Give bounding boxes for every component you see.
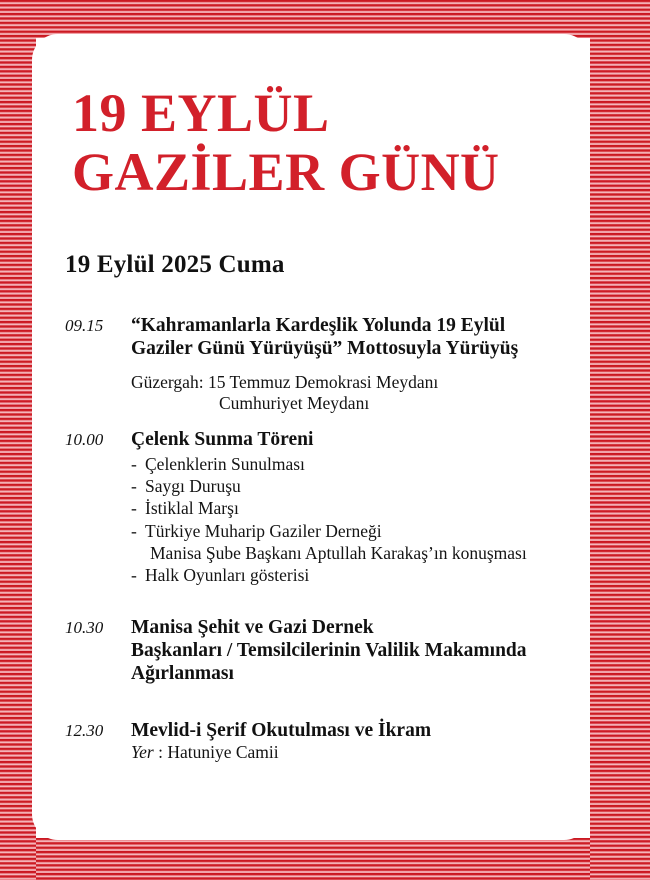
bullet-dash-icon: - bbox=[131, 498, 137, 519]
bullet-dash-icon: - bbox=[131, 520, 137, 541]
entry-time: 12.30 bbox=[65, 721, 104, 741]
striped-border-bottom bbox=[0, 838, 650, 880]
striped-border-left bbox=[0, 0, 36, 880]
list-item bbox=[131, 475, 585, 497]
bullet-dash-icon: - bbox=[131, 476, 137, 497]
entry-headline: Mevlid-i Şerif Okutulması ve İkram bbox=[131, 720, 432, 742]
entry-headline-line-1: “Kahramanlarla Kardeşlik Yolunda 19 Eylül bbox=[131, 315, 506, 336]
schedule-entry-1230 bbox=[65, 719, 585, 763]
schedule-entry-1000 bbox=[65, 428, 585, 586]
list-item-label: Halk Oyunları gösterisi bbox=[145, 565, 310, 586]
poster-title bbox=[72, 83, 572, 203]
entry-time: 10.30 bbox=[65, 618, 104, 638]
striped-border-right bbox=[590, 0, 650, 880]
entry-headline: Çelenk Sunma Töreni bbox=[131, 429, 314, 450]
venue-value: Hatuniye Camii bbox=[167, 742, 279, 763]
bullet-dash-icon: - bbox=[131, 565, 137, 586]
entry-route-line-1: Güzergah: 15 Temmuz Demokrasi Meydanı bbox=[131, 372, 439, 392]
title-line-1: 19 EYLÜL bbox=[72, 83, 330, 143]
schedule-list bbox=[65, 314, 585, 763]
list-item-label-line-1: Türkiye Muharip Gaziler Derneği bbox=[145, 520, 382, 541]
entry-bullet-list bbox=[131, 453, 585, 586]
list-item-label-line-2: Manisa Şube Başkanı Aptullah Karakaş’ın konuşması bbox=[150, 542, 527, 563]
list-item-label: Çelenklerin Sunulması bbox=[145, 454, 305, 474]
striped-border-top bbox=[0, 0, 650, 38]
list-item bbox=[131, 564, 585, 586]
list-item-label: Saygı Duruşu bbox=[145, 476, 241, 497]
venue-label: Yer bbox=[131, 742, 154, 763]
entry-time: 09.15 bbox=[65, 316, 104, 335]
entry-time: 10.00 bbox=[65, 430, 104, 449]
list-item bbox=[131, 497, 585, 519]
entry-headline-line-2: Gaziler Günü Yürüyüşü” Mottosuyla Yürüyüş bbox=[131, 338, 519, 359]
list-item-label bbox=[145, 520, 585, 564]
entry-headline-line-1: Manisa Şehit ve Gazi Dernek bbox=[131, 617, 374, 639]
entry-venue bbox=[131, 742, 585, 763]
list-item bbox=[131, 453, 585, 475]
title-line-2: GAZİLER GÜNÜ bbox=[72, 142, 500, 203]
schedule-entry-0915 bbox=[65, 314, 585, 414]
bullet-dash-icon: - bbox=[131, 454, 137, 474]
entry-headline-line-3: Ağırlanması bbox=[131, 663, 234, 685]
event-date: 19 Eylül 2025 Cuma bbox=[65, 251, 285, 278]
schedule-entry-1030 bbox=[65, 616, 585, 685]
list-item bbox=[131, 520, 585, 564]
entry-headline-line-2: Başkanları / Temsilcilerinin Valilik Makamında bbox=[131, 640, 527, 662]
venue-separator: : bbox=[153, 742, 168, 763]
content-panel bbox=[32, 34, 590, 840]
entry-route-line-2: Cumhuriyet Meydanı bbox=[219, 393, 370, 413]
list-item-label: İstiklal Marşı bbox=[145, 498, 239, 519]
